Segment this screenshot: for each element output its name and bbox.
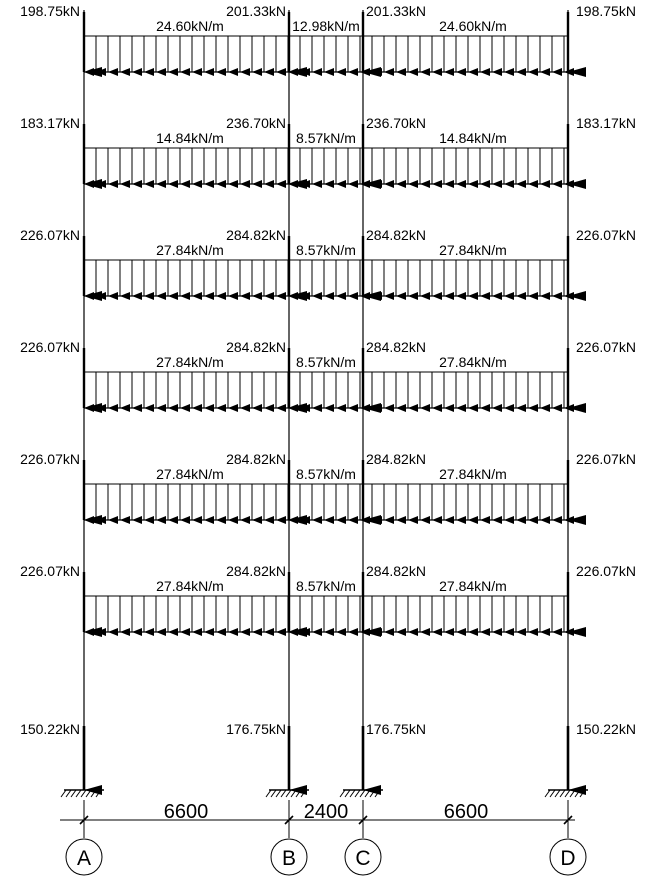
inner-right-load-label: 284.82kN	[366, 563, 426, 579]
inner-right-load-label: 284.82kN	[366, 339, 426, 355]
columns	[84, 10, 568, 790]
udl-label-span-cd: 27.84kN/m	[439, 354, 507, 370]
base-load-d-label: 150.22kN	[576, 721, 636, 737]
inner-right-load-label: 284.82kN	[366, 451, 426, 467]
base-load-a-label: 150.22kN	[20, 721, 80, 737]
udl-label-span-ab: 27.84kN/m	[156, 578, 224, 594]
inner-left-load-label: 236.70kN	[226, 115, 286, 131]
base-loads	[20, 721, 636, 790]
udl-label-span-ab: 27.84kN/m	[156, 354, 224, 370]
left-load-label: 198.75kN	[20, 3, 80, 19]
udl-label-span-bc: 12.98kN/m	[292, 18, 360, 34]
inner-right-load-label: 201.33kN	[366, 3, 426, 19]
left-load-label: 226.07kN	[20, 339, 80, 355]
inner-right-load-label: 284.82kN	[366, 227, 426, 243]
right-load-label: 183.17kN	[576, 115, 636, 131]
udl-label-span-bc: 8.57kN/m	[296, 242, 356, 258]
fixed-support-a	[61, 790, 104, 797]
inner-left-load-label: 284.82kN	[226, 451, 286, 467]
span-cd-label: 6600	[443, 801, 489, 823]
udl-label-span-bc: 8.57kN/m	[296, 466, 356, 482]
floor-2	[20, 115, 636, 184]
floor-4	[20, 339, 636, 408]
base-load-b-label: 176.75kN	[226, 721, 286, 737]
axis-label-b: B	[281, 847, 297, 870]
udl-label-span-ab: 27.84kN/m	[156, 242, 224, 258]
inner-left-load-label: 201.33kN	[226, 3, 286, 19]
right-load-label: 226.07kN	[576, 451, 636, 467]
fixed-support-c	[340, 790, 383, 797]
left-load-label: 183.17kN	[20, 115, 80, 131]
udl-label-span-ab: 27.84kN/m	[156, 466, 224, 482]
floor-1	[20, 3, 636, 72]
udl-label-span-cd: 24.60kN/m	[439, 18, 507, 34]
inner-right-load-label: 236.70kN	[366, 115, 426, 131]
supports	[61, 790, 588, 797]
axis-label-a: A	[76, 847, 92, 870]
fixed-support-d	[545, 790, 588, 797]
axis-label-c: C	[355, 847, 371, 870]
inner-left-load-label: 284.82kN	[226, 227, 286, 243]
udl-label-span-bc: 8.57kN/m	[296, 578, 356, 594]
axis-label-d: D	[560, 847, 576, 870]
udl-label-span-cd: 27.84kN/m	[439, 578, 507, 594]
udl-label-span-bc: 8.57kN/m	[296, 354, 356, 370]
udl-label-span-cd: 27.84kN/m	[439, 242, 507, 258]
floor-loads	[20, 3, 636, 632]
inner-left-load-label: 284.82kN	[226, 563, 286, 579]
floor-3	[20, 227, 636, 296]
udl-label-span-ab: 24.60kN/m	[156, 18, 224, 34]
left-load-label: 226.07kN	[20, 227, 80, 243]
left-load-label: 226.07kN	[20, 563, 80, 579]
udl-label-span-cd: 27.84kN/m	[439, 466, 507, 482]
right-load-label: 226.07kN	[576, 339, 636, 355]
right-load-label: 198.75kN	[576, 3, 636, 19]
span-bc-label: 2400	[303, 801, 349, 823]
right-load-label: 226.07kN	[576, 227, 636, 243]
base-load-c-label: 176.75kN	[366, 721, 426, 737]
right-load-label: 226.07kN	[576, 563, 636, 579]
axis-bubbles	[66, 839, 586, 875]
udl-label-span-cd: 14.84kN/m	[439, 130, 507, 146]
left-load-label: 226.07kN	[20, 451, 80, 467]
span-ab-label: 6600	[163, 801, 209, 823]
udl-label-span-bc: 8.57kN/m	[296, 130, 356, 146]
fixed-support-b	[266, 790, 309, 797]
udl-label-span-ab: 14.84kN/m	[156, 130, 224, 146]
floor-5	[20, 451, 636, 520]
floor-6	[20, 563, 636, 632]
inner-left-load-label: 284.82kN	[226, 339, 286, 355]
